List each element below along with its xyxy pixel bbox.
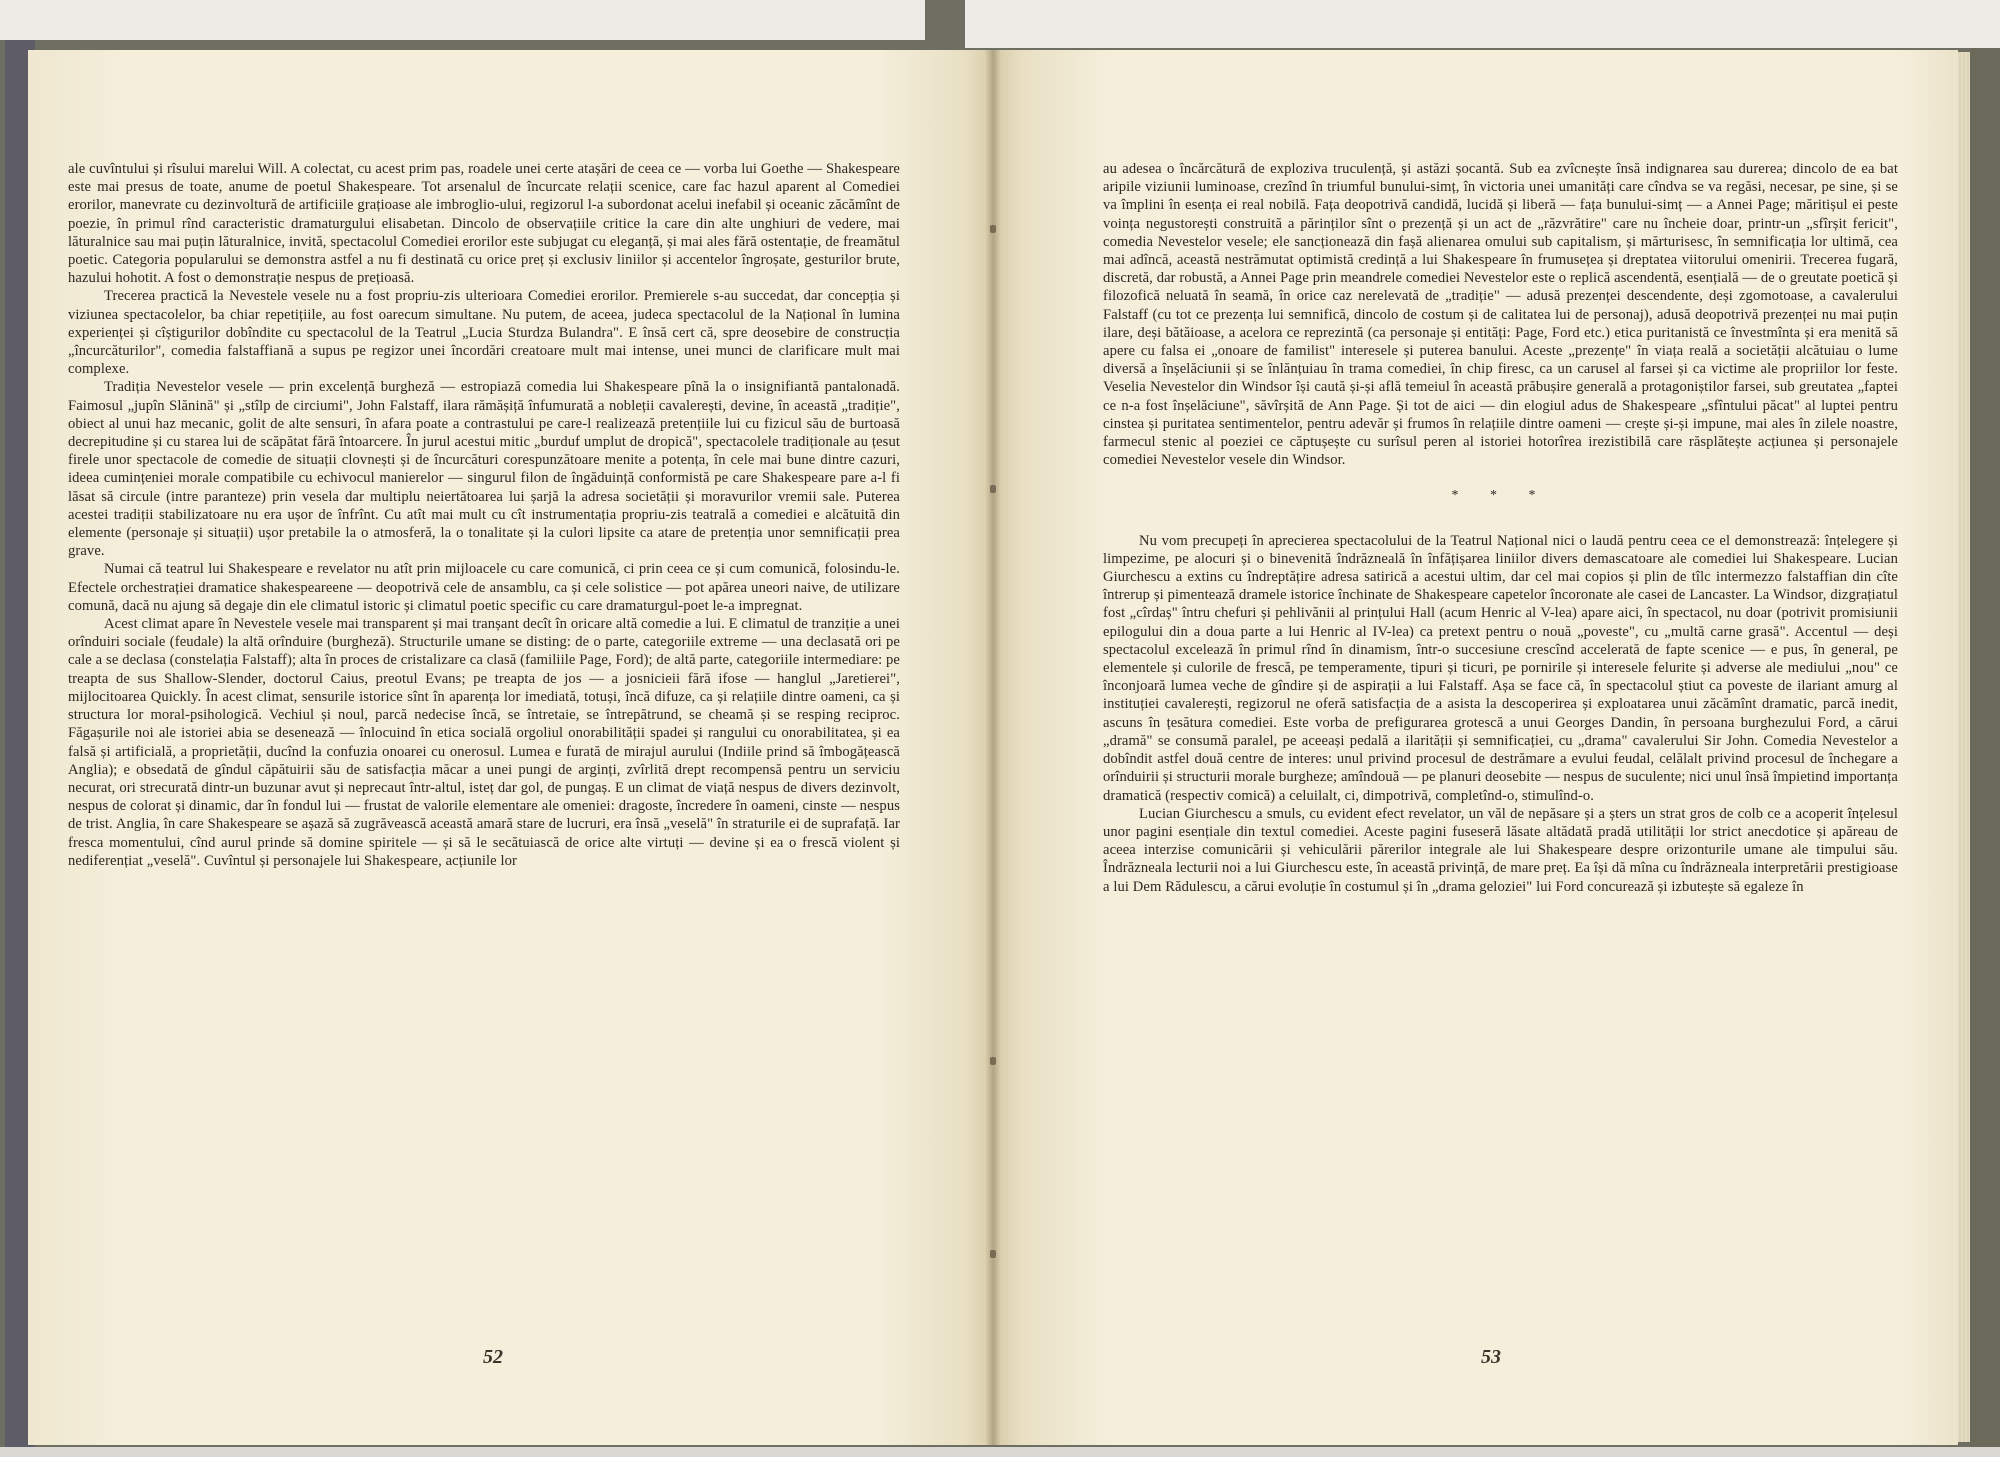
paragraph: Tradiția Nevestelor vesele — prin excelență burgheză — estropiază comedia lui Shakespeare pînă la o insignifiantă pantalonadă. Faimosul „jupîn Slănină" și „stîlp de circiumi", John Falstaff, ilara rămășiță înfumurată a nobleții cavalerești, devine, în această „tradiție", obiect al unui haz mecanic, golit de alte sensuri, în afara poate a contrastului pe care-l realizează pretențiile lui cu fizicul său de burtoasă decrepitudine și cu starea lui de scăpătat fără întoarcere. În jurul acestui mitic „burduf umplut de dropică", spectacolele tradiționale au țesut firele unor spectacole de comedie de situații clovnești și de încurcături corespunzătoare menite a potența, în cele mai bune dintre cazuri, ideea cumințeniei morale compatibile cu echivocul manierelor — singurul filon de îngăduință conformistă pe care Shakespeare pare a-l fi lăsat să circule (intre paranteze) prin vesela dar multiplu neiertătoarea lui șarjă la adresa societății și moravurilor vremii sale. Puterea acestei tradiții stabilizatoare nu era ușor de înfrînt. Cu atît mai mult cu cît instrumentația propriu-zis teatrală a comediei e alcătuită din elemente (personaje și situații) ușor pretabile la o atmosferă, la o tonalitate și la culori lipsite ca atare de pretenția unor semnificații prea grave. [68,379,900,560]
paragraph: Numai că teatrul lui Shakespeare e revelator nu atît prin mijloacele cu care comunică, ci prin ceea ce și cum comunică, folosindu-le. Efectele orchestrației dramatice shakespeareene — deopotrivă cele de ansamblu, ca și cele solistice — pot apărea uneori naive, de utilizare comună, dacă nu ajung să degaje din ele climatul istoric și climatul poetic specific cu care dramaturgul-poet le-a impregnat. [68,561,900,614]
paragraph: Nu vom precupeți în aprecierea spectacolului de la Teatrul Național nici o laudă pentru ceea ce el demonstrează: înțelegere și limpezime, pe alocuri și o binevenită îndrăzneală în înfățișarea liniilor divers demascatoare ale comediei lui Shakespeare. Lucian Giurchescu a extins cu îndreptățire adresa satirică a acestui ultim, dar cel mai copios și plin de tîlc intermezzo falstaffian din cîte întrerup și pimentează dramele istorice închinate de Shakespeare capetelor încoronate ale casei de Lancaster. La Windsor, dizgrațiatul fost „cîrdaș" întru chefuri și pehlivănii al prințului Hall (acum Henric al V-lea) apare aici, în spectacol, nu doar (potrivit promisiunii epilogului din a doua parte a lui Henric al IV-lea) ca pretext pentru o nouă „poveste", cu „multă carne grasă". Accentul — deși spectacolul excelează în primul rînd în dinamism, într-o succesiune crescînd accelerată de fapte scenice — e pus, în general, pe elementele și culorile de frescă, pe temperamente, tipuri și ticuri, pe pornirile și interesele felurite și adverse ale mediului „nou" ce înconjoară lumea veche de gîndire și de aspirații a lui Falstaff. Așa se face că, în spectacolul știut ca poveste de ilariant amurg al instituției cavalerești, regizorul ne oferă satisfacția de a asista la descoperirea și exploatarea unui zăcămînt dramatic, parcă inedit, ascuns în țesătura comediei. Este vorba de prefigurarea grotescă a unui Georges Dandin, în persoana burghezului Ford, a cărui „dramă" se consumă paralel, pe aceeași pedală a ilarității și semnificației, cu „drama" cavalerului Sir John. Comedia Nevestelor a dobîndit astfel două centre de interes: unul privind procesul de destrămare a evului feudal, celălalt privind procesul de închegare a orînduirii și structurii morale burgheze; amîndouă — pe planuri deosebite — nespus de suculente; nici unul însă împietind importanța dramatică (respectiv comică) a celuilalt, ci, dimpotrivă, completînd-o, stimulînd-o. [1103,532,1898,804]
background-bottom [0,1447,2000,1457]
binding-stitch [990,1057,996,1065]
paragraph: Lucian Giurchescu a smuls, cu evident efect revelator, un văl de nepăsare și a șters un strat gros de colb ce a acoperit înțelesul unor pagini esențiale din textul comediei. Aceste pagini fuseseră lăsate altădată pradă utilității lor strict anecdotice și apăreau de aceea interzise comunicării și vehiculării părerilor integrale ale lui Shakespeare despre orizonturile umane ale timpului său. Îndrăzneala lecturii noi a lui Giurchescu este, în această privință, de mare preț. Ea își dă mîna cu îndrăzneala interpretării prestigioase a lui Dem Rădulescu, a cărui evoluție în costumul și în „drama geloziei" lui Ford concurează și izbutește să egaleze în [1103,805,1898,895]
book-cover-right [1970,48,2000,1457]
right-page [993,50,1958,1445]
binding-stitch [990,485,996,493]
right-page-text [1103,160,1898,896]
page-number: 53 [1481,1346,1501,1368]
binding-stitch [990,1250,996,1258]
left-page-text [68,160,900,870]
paragraph: au adesea o încărcătură de exploziva truculență, și astăzi șocantă. Sub ea zvîcnește însă indignarea sau durerea; dincolo de ea bat aripile viziunii luminoase, crezînd în triumful bunului-simț, în victoria unei umanități care cîndva se va regăsi, necesar, pe sine, și se va împlini în esența ei real nobilă. Fața deopotrivă candidă, lucidă și liberă — fața bunului-simț — a Annei Page; măritișul ei peste voința negustorești construită a părinților sînt o prezență și un act de „răzvrătire" care nu încheie doar, printr-un „sfîrșit fericit", comedia Nevestelor vesele; ele sancționează din fașă alienarea omului sub capitalism, și mărturisesc, în semnificația lor ultimă, cea mai adîncă, această nestrămutat optimistă credință a lui Shakespeare în frumusețea și dreptatea viitorului omenirii. Trecerea fugară, discretă, dar robustă, a Annei Page prin meandrele comediei Nevestelor este o replică ascendentă, esențială — de o greutate poetică și filozofică neluată în seamă, în orice caz nerelevată de „tradiție" — adusă prezenței descendente, deși zgomotoase, a cavalerului Falstaff (cu tot ce prezența lui semnifică, dincolo de costum și de calitatea lui de personaj), adusă deopotrivă prezenței nu mai puțin ilare, deși bătăioase, a acelora ce reprezintă (ca personaje și entități: Page, Ford etc.) etica puritanistă ce învestmînta și era menită să apere cu falsa ei „onoare de familist" interesele și puterea banului. Aceste „prezențe" în viața reală a societății alcătuiau o lume diversă a înșelăciunii și se înlănțuiau în trama comediei, în chip firesc, ca un carusel al farsei și ca victime ale propriilor lor feste. Veselia Nevestelor din Windsor își caută și-și află temeiul în această prăbușire generală a protagoniștilor farsei, sub greutatea „faptei ce n-a fost înșelăciune", săvîrșită de Ann Page. Și tot de aici — din elogiul adus de Shakespeare „sfîntului păcat" al luptei pentru cinstea și puritatea sentimentelor, pentru adevăr și frumos în relațiile dintre oameni — crește și-și impune, mai ales în zilele noastre, farmecul stenic al poeziei ce căptușește cu surîsul peren al istoriei hotorîrea irezistibilă care răsplătește acțiunea și personajele comediei Nevestelor vesele din Windsor. [1103,161,1898,469]
paragraph: Acest climat apare în Nevestele vesele mai transparent și mai tranșant decît în oricare altă comedie a lui. E climatul de tranziție a unei orînduiri sociale (feudale) la altă orînduire (burgheză). Structurile umane se disting: de o parte, categoriile extreme — una declasată ori pe cale a se declasa (constelația Falstaff); alta în proces de cristalizare ca clasă (familiile Page, Ford); de altă parte, categoriile intermediare: pe treapta de sus Shallow-Slender, doctorul Caius, preotul Evans; pe treapta de jos — a josnicieii fără ifose — hanglul „Jaretierei", mijlocitoarea Quickly. În acest climat, sensurile istorice sînt în aparența lor imediată, totuși, încă difuze, ca și relațiile dintre oameni, ca și structura lor moral-psihologică. Vechiul și noul, parcă nedecise încă, se întretaie, se întrepătrund, se cheamă și se resping reciproc. Făgașurile noi ale istoriei abia se desenează — înlocuind în etica socială orgoliul onorabilității spadei și rangului cu onorabilitatea, și ea falsă și artificială, a proprietății, ducînd la confuzia onoarei cu onerosul. Lumea e furată de mirajul aurului (Indiile prind să îmbogățească Anglia); e obsedată de gîndul căpătuirii său de satisfacția măcar a unei pungi de arginți, zvîrlită drept recompensă pentru un serviciu necurat, ori strecurată dintr-un buzunar avut și neprecaut într-altul, isteț dar gol, de pungaș. E un climat de viață nespus de divers dezinvolt, nespus de colorat și dinamic, dar în fondul lui — frustat de valorile elementare ale omeniei: dragoste, încredere în oameni, cinste — nespus de trist. Anglia, în care Shakespeare se așază să zugrăvească această amară stare de lucruri, era însă „veselă" în straturile ei de suprafață. Iar fresca momentului, cînd aurul prinde să domine spiritele — și să le secătuiască de orice alte virtuți — devine și ea o frescă violent și nediferențiat „veselă". Cuvîntul și personajele lui Shakespeare, acțiunile lor [68,616,900,869]
background-top-right [965,0,2000,48]
paragraph: ale cuvîntului și rîsului marelui Will. A colectat, cu acest prim pas, roadele unei certe atașări de ceea ce — vorba lui Goethe — Shakespeare este mai presus de toate, anume de poetul Shakespeare. Tot arsenalul de încurcate relații scenice, care fac hazul aparent al Comediei erorilor, manevrate cu dezinvoltură de artificiile grațioase ale imbroglio-ului, regizorul l-a subordonat acelui inefabil și oceanic zăcămînt de poezie, în primul rînd caracteristic dramaturgului elisabetan. Dincolo de observațiile critice la care din alte unghiuri de vedere, mai lăturalnice sau mai puțin lăturalnice, invită, spectacolul Comediei erorilor este subjugat cu eleganță, și mai ales fără ostentație, de freamătul poetic. Categoria popularului se demonstra astfel a nu fi destinată cu orice preț și exclusiv liniilor și accentelor îngroșate, gesturilor brute, hazului hohotit. A fost o demonstrație nespus de prețioasă. [68,161,900,287]
binding-stitch [990,225,996,233]
paragraph: Trecerea practică la Nevestele vesele nu a fost propriu-zis ulterioara Comediei erorilor. Premierele s-au succedat, dar concepția și viziunea spectacolelor, ba chiar repetițiile, au fost oarecum simultane. Nu putem, de aceea, judeca spectacolul de la Național în lumina experienței și cîștigurilor dobîndite cu spectacolul de la Teatrul „Lucia Sturdza Bulandra". E însă cert că, spre deosebire de construcția „încurcăturilor", comedia falstaffiană a supus pe regizor unei încordări creatoare mult mai intense, unei munci de clarificare mult mai complexe. [68,288,900,378]
page-edges [1958,52,1970,1442]
background-top-left [0,0,925,40]
book-gutter [985,50,1001,1445]
page-number: 52 [483,1346,503,1368]
section-separator: * * * [1451,488,1550,504]
left-page [28,50,993,1445]
